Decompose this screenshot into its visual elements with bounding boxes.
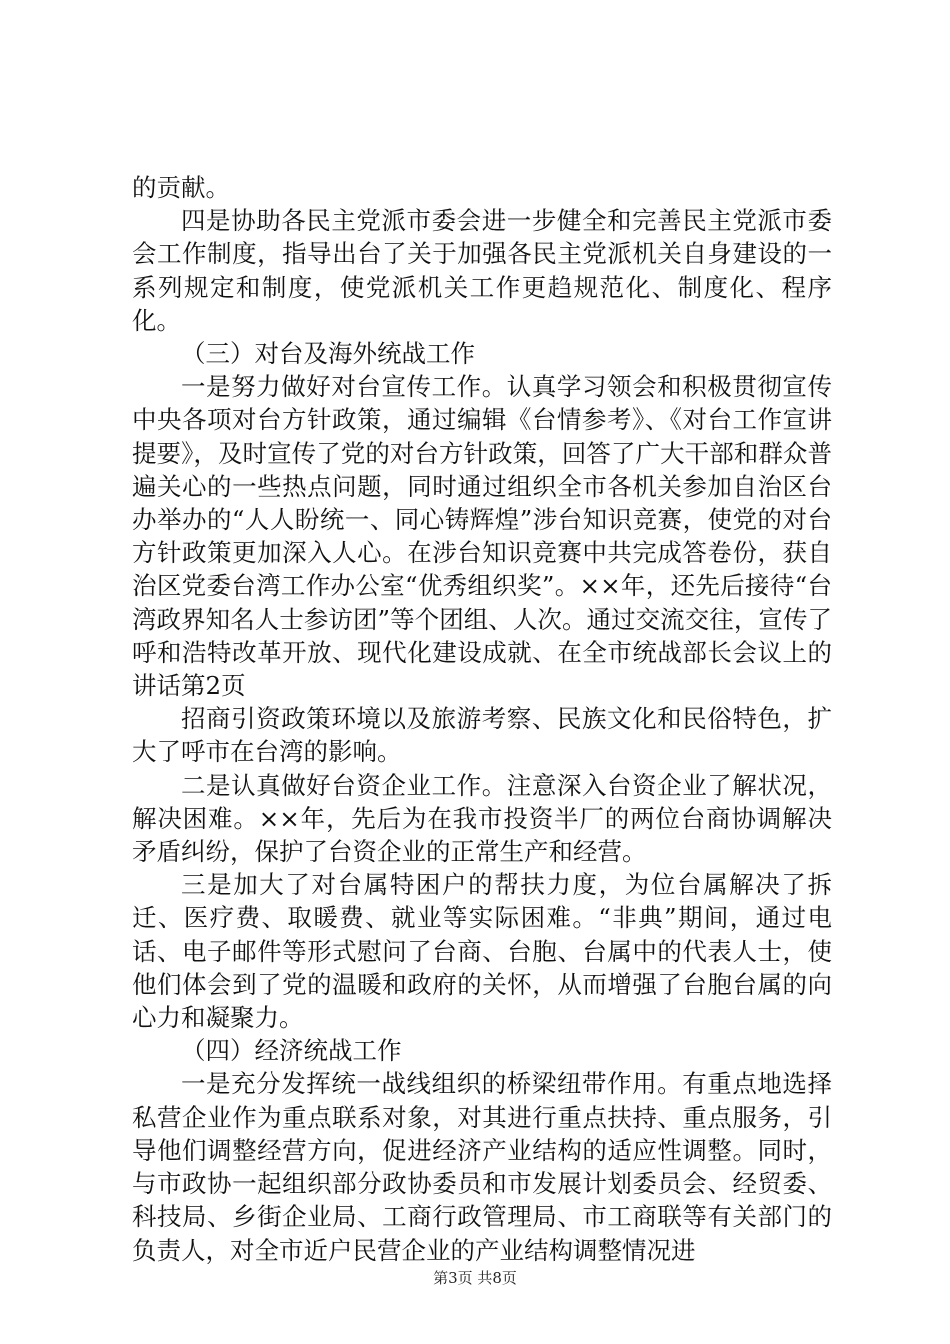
paragraph-6: 二是认真做好台资企业工作。注意深入台资企业了解状况，解决困难。××年，先后为在我市投资半厂的两位台商协调解决矛盾纠纷，保护了台资企业的正常生产和经营。	[132, 770, 832, 867]
paragraph-7: 三是加大了对台属特困户的帮扶力度，为位台属解决了拆迁、医疗费、取暖费、就业等实际困难。“非典”期间，通过电话、电子邮件等形式慰问了台商、台胞、台属中的代表人士，使他们体会到了党的温暖和政府的关怀，从而增强了台胞台属的向心力和凝聚力。	[132, 870, 832, 1033]
paragraph-1: 的贡献。	[132, 173, 230, 202]
page-number-label: 第3页 共8页	[433, 1269, 517, 1287]
paragraph-4: 一是努力做好对台宣传工作。认真学习领会和积极贯彻宣传中央各项对台方针政策，通过编辑《台情参考》、《对台工作宣讲提要》，及时宣传了党的对台方针政策，回答了广大干部和群众普遍关心的一些热点问题，同时通过组织全市各机关参加自治区台办举办的“人人盼统一、同心铸辉煌”涉台知识竞赛，使党的对台方针政策更加深入人心。在涉台知识竞赛中共完成答卷份，获自治区党委台湾工作办公室“优秀组织奖”。××年，还先后接待“台湾政界知名人士参访团”等个团组、人次。通过交流交往，宣传了呼和浩特改革开放、现代化建设成就、在全市统战部长会议上的讲话第2页	[132, 372, 832, 701]
paragraph-5: 招商引资政策环境以及旅游考察、民族文化和民俗特色，扩大了呼市在台湾的影响。	[132, 704, 832, 767]
page-footer	[0, 1268, 950, 1288]
section-heading-3: （三）对台及海外统战工作	[181, 339, 475, 369]
paragraph-9: 一是充分发挥统一战线组织的桥梁纽带作用。有重点地选择私营企业作为重点联系对象，对其进行重点扶持、重点服务，引导他们调整经营方向，促进经济产业结构的适应性调整。同时，与市政协一起组织部分政协委员和市发展计划委员会、经贸委、科技局、乡街企业局、工商行政管理局、市工商联等有关部门的负责人，对全市近户民营企业的产业结构调整情况进	[132, 1069, 832, 1265]
paragraph-2: 四是协助各民主党派市委会进一步健全和完善民主党派市委会工作制度，指导出台了关于加强各民主党派机关自身建设的一系列规定和制度，使党派机关工作更趋规范化、制度化、程序化。	[132, 206, 832, 335]
document-body	[132, 171, 832, 1267]
section-heading-4: （四）经济统战工作	[181, 1036, 402, 1066]
